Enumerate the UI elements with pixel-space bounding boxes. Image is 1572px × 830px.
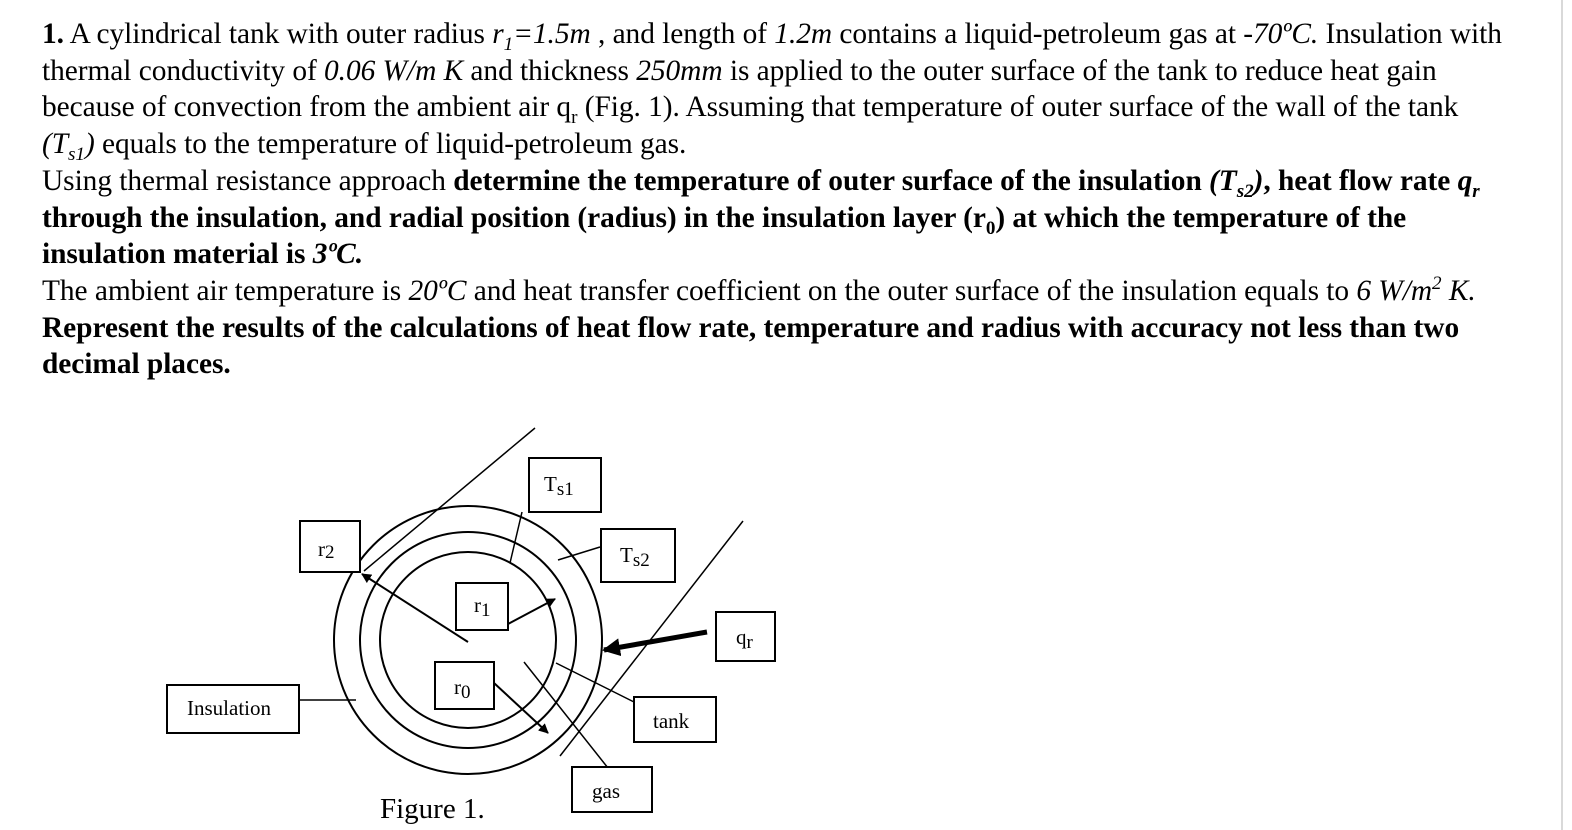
svg-text:r0: r0 [454, 675, 471, 703]
problem-number: 1. [42, 18, 64, 50]
ts1-symbol: $(T_{s1})$ [42, 128, 95, 165]
r2-arrow [362, 574, 468, 642]
paragraph-3: The ambient air temperature is 20ºC and heat transfer coefficient on the outer surface of the insulation equals to 6 $W/m^2$ K. [42, 273, 1476, 307]
ts2-symbol: $(T_{s2})$ [1209, 164, 1264, 202]
label-gas [572, 767, 652, 812]
svg-text:r1: r1 [474, 593, 491, 621]
label-tank [634, 697, 716, 742]
svg-text:tank: tank [653, 709, 690, 733]
insulation-thickness: 250mm [636, 54, 723, 87]
paragraph-4: Represent the results of the calculations of heat flow rate, temperature and radius with accuracy not less than two decimal places. [42, 311, 1460, 381]
svg-text:Insulation: Insulation [187, 696, 271, 720]
thermal-conductivity: 0.06 W/m K [324, 54, 464, 87]
label-r1 [456, 583, 508, 630]
svg-text:qr: qr [736, 625, 753, 653]
label-ts2 [601, 529, 675, 582]
ts2-leader [558, 547, 600, 560]
tank-length: 1.2m [774, 18, 833, 50]
tank-outer-circle [360, 532, 576, 748]
figure-caption: Figure 1. [380, 793, 485, 825]
radius-r1: $r_1=1.5m$ [492, 18, 591, 55]
target-temperature: 3ºC. [312, 238, 363, 271]
svg-text:Ts2: Ts2 [620, 543, 650, 571]
heat-transfer-coefficient: 6 $W/m^2$ K. [1356, 273, 1476, 307]
svg-text:r2: r2 [318, 537, 335, 563]
svg-text:gas: gas [592, 779, 620, 803]
gas-temperature: -70ºC. [1243, 18, 1319, 50]
label-qr [716, 612, 775, 661]
label-insulation [167, 685, 299, 733]
upper-diagonal-line [364, 428, 535, 571]
label-r0 [435, 662, 494, 709]
svg-text:Ts1: Ts1 [544, 472, 574, 500]
page-edge-divider [1561, 0, 1563, 830]
ts1-leader [510, 512, 522, 563]
heat-flow-arrow [604, 632, 707, 650]
r1-arrow [508, 599, 555, 624]
paragraph-2: Using thermal resistance approach determine the temperature of outer surface of the insulation $(T_{s2})$, heat flow rate $q_r$ through the insulation, and radial position (radius) in the insulation layer $(r_0)$ at which the temperature of the insulation material is 3ºC. [42, 164, 1480, 271]
paragraph-1: 1. A cylindrical tank with outer radius $r_1=1.5m$ , and length of 1.2m contains a liquid-petroleum gas at -70ºC. Insulation with thermal conductivity of 0.06 W/m K and thickness 250mm is applied to the outer surface of the tank to reduce heat gain because of convection from the ambient air $q_r$ (Fig. 1). Assuming that temperature of outer surface of the wall of the tank $(T_{s1})$ equals to the temperature of liquid-petroleum gas. [42, 18, 1502, 165]
label-r2 [300, 521, 360, 572]
ambient-temperature: 20ºC [408, 274, 467, 307]
qr-symbol: $q_r$ [1457, 164, 1480, 202]
gas-leader [524, 662, 608, 768]
insulation-outer-circle [334, 506, 602, 774]
label-ts1 [529, 458, 601, 512]
